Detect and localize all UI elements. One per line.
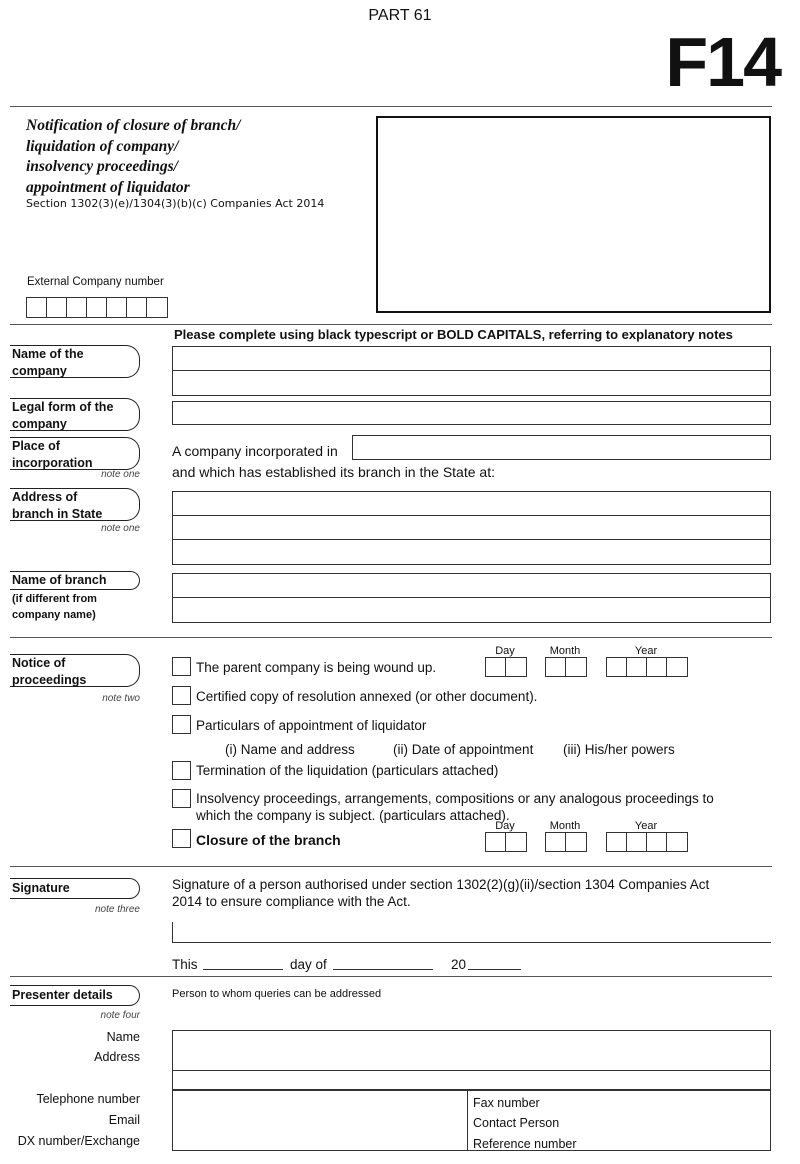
particulars-option: Particulars of appointment of liquidator bbox=[196, 718, 427, 733]
date-year-field[interactable] bbox=[468, 969, 521, 970]
stamp-box bbox=[376, 116, 771, 313]
divider bbox=[10, 106, 772, 107]
title-line: insolvency proceedings/ bbox=[26, 158, 178, 175]
signature-text: Signature of a person authorised under section 1302(2)(g)(ii)/section 1304 Companies Act 2014 to ensure compliance with the Act. bbox=[172, 877, 710, 909]
address-row-divider bbox=[172, 1070, 771, 1071]
closure-checkbox[interactable] bbox=[172, 829, 191, 848]
particulars-checkbox[interactable] bbox=[172, 715, 191, 734]
section-reference: Section 1302(3)(e)/1304(3)(b)(c) Companies Act 2014 bbox=[26, 197, 325, 210]
date-month-field[interactable] bbox=[333, 969, 433, 970]
branch-name-field[interactable] bbox=[172, 573, 771, 623]
name-of-company-label: Name of the company bbox=[10, 345, 140, 378]
wound-up-option: The parent company is being wound up. bbox=[196, 660, 437, 675]
wound-up-year-input[interactable] bbox=[606, 657, 688, 677]
legal-form-field[interactable] bbox=[172, 401, 771, 425]
wound-up-checkbox[interactable] bbox=[172, 657, 191, 676]
presenter-email-field[interactable] bbox=[172, 1110, 468, 1131]
presenter-dx-label: DX number/Exchange bbox=[17, 1134, 140, 1148]
presenter-email-label: Email bbox=[108, 1113, 140, 1127]
certified-copy-checkbox[interactable] bbox=[172, 686, 191, 705]
presenter-telephone-label: Telephone number bbox=[36, 1092, 140, 1106]
presenter-subtitle: Person to whom queries can be addressed bbox=[172, 988, 382, 1000]
notice-of-proceedings-label: Notice of proceedings bbox=[10, 654, 140, 687]
closure-month-input[interactable] bbox=[545, 832, 587, 852]
external-company-number-label: External Company number bbox=[27, 276, 164, 288]
contact-person-label: Contact Person bbox=[473, 1116, 560, 1130]
external-company-number-input[interactable] bbox=[26, 297, 168, 318]
divider bbox=[10, 866, 772, 867]
fax-label: Fax number bbox=[473, 1096, 540, 1110]
termination-checkbox[interactable] bbox=[172, 761, 191, 780]
incorporated-prompt: A company incorporated in bbox=[172, 443, 338, 459]
title-line: liquidation of company/ bbox=[26, 137, 179, 155]
note-one: note one bbox=[101, 523, 140, 534]
note-four: note four bbox=[100, 1010, 140, 1021]
particulars-name-address: (i) Name and address bbox=[225, 742, 355, 757]
day-label: Day bbox=[495, 820, 515, 832]
place-of-incorporation-label: Place of incorporation bbox=[10, 437, 140, 470]
termination-option: Termination of the liquidation (particulars attached) bbox=[196, 763, 499, 778]
day-label: Day bbox=[495, 645, 515, 657]
year-label: Year bbox=[634, 645, 658, 657]
presenter-dx-field[interactable] bbox=[172, 1130, 468, 1151]
wound-up-day-input[interactable] bbox=[485, 657, 527, 677]
branch-prompt: and which has established its branch in the State at: bbox=[172, 464, 495, 480]
part-heading: PART 61 bbox=[368, 7, 432, 24]
form-title bbox=[26, 116, 240, 198]
title-line: Notification of closure of branch/ bbox=[26, 117, 241, 134]
divider bbox=[10, 976, 772, 977]
year-label: Year bbox=[634, 820, 658, 832]
insolvency-option: Insolvency proceedings, arrangements, compositions or any analogous proceedings to which the company is subject. (particulars attached). bbox=[196, 791, 714, 823]
signature-field[interactable] bbox=[172, 922, 771, 943]
form-code: F14 bbox=[665, 23, 780, 101]
closure-year-input[interactable] bbox=[606, 832, 688, 852]
particulars-date: (ii) Date of appointment bbox=[393, 742, 534, 757]
certified-copy-option: Certified copy of resolution annexed (or other document). bbox=[196, 689, 538, 704]
wound-up-month-input[interactable] bbox=[545, 657, 587, 677]
divider bbox=[10, 324, 772, 325]
presenter-address-label: Address bbox=[94, 1050, 140, 1064]
date-this-label: This bbox=[172, 957, 198, 972]
name-of-branch-label: Name of branch bbox=[10, 571, 140, 590]
reference-number-label: Reference number bbox=[473, 1137, 577, 1151]
month-label: Month bbox=[549, 820, 581, 832]
instruction-text: Please complete using black typescript or BOLD CAPITALS, referring to explanatory notes bbox=[174, 327, 733, 342]
name-of-branch-sublabel: (if different from company name) bbox=[12, 593, 97, 621]
note-three: note three bbox=[94, 904, 140, 915]
title-line: appointment of liquidator bbox=[26, 178, 190, 196]
closure-day-input[interactable] bbox=[485, 832, 527, 852]
address-of-branch-label: Address of branch in State bbox=[10, 488, 140, 521]
branch-address-field[interactable] bbox=[172, 491, 771, 565]
presenter-telephone-field[interactable] bbox=[172, 1090, 468, 1111]
date-year-prefix: 20 bbox=[451, 957, 467, 972]
insolvency-checkbox[interactable] bbox=[172, 789, 191, 808]
incorporation-country-field[interactable] bbox=[352, 435, 771, 460]
presenter-details-label: Presenter details bbox=[10, 985, 140, 1006]
date-day-of-label: day of bbox=[290, 957, 327, 972]
date-day-field[interactable] bbox=[203, 969, 283, 970]
presenter-name-label: Name bbox=[106, 1030, 140, 1044]
divider bbox=[10, 637, 772, 638]
month-label: Month bbox=[549, 645, 581, 657]
legal-form-label: Legal form of the company bbox=[10, 398, 140, 431]
presenter-name-field[interactable] bbox=[172, 1030, 771, 1050]
note-one: note one bbox=[101, 469, 140, 480]
particulars-powers: (iii) His/her powers bbox=[563, 742, 675, 757]
company-name-field[interactable] bbox=[172, 346, 771, 396]
closure-option: Closure of the branch bbox=[196, 832, 341, 848]
note-two: note two bbox=[102, 693, 140, 704]
signature-label: Signature bbox=[10, 878, 140, 899]
